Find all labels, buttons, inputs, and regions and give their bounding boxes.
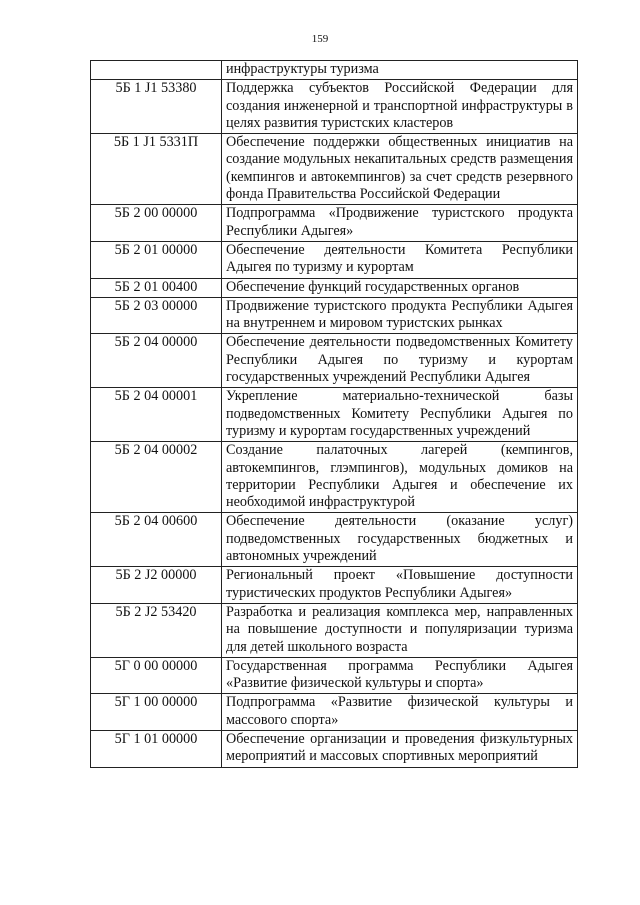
table-row xyxy=(91,134,578,205)
table-row xyxy=(91,567,578,604)
code-cell: 5Б 2 04 00000 xyxy=(91,334,222,388)
code-cell xyxy=(91,61,222,80)
table-row xyxy=(91,730,578,767)
description-cell: Обеспечение деятельности Комитета Республики Адыгея по туризму и курортам xyxy=(222,241,578,278)
table-row xyxy=(91,80,578,134)
table-row xyxy=(91,205,578,242)
code-cell: 5Г 1 01 00000 xyxy=(91,730,222,767)
code-cell: 5Б 2 04 00002 xyxy=(91,442,222,513)
code-cell: 5Б 2 01 00400 xyxy=(91,278,222,297)
description-cell: Разработка и реализация комплекса мер, направленных на повышение доступности и популяризации туризма для детей школьного возраста xyxy=(222,603,578,657)
table-row xyxy=(91,334,578,388)
description-cell: Укрепление материально-технической базы подведомственных Комитету Республики Адыгея по туризму и курортам государственных учреждений xyxy=(222,388,578,442)
code-cell: 5Б 2 00 00000 xyxy=(91,205,222,242)
description-cell: Обеспечение организации и проведения физкультурных мероприятий и массовых спортивных мероприятий xyxy=(222,730,578,767)
table-row xyxy=(91,61,578,80)
description-cell: Продвижение туристского продукта Республики Адыгея на внутреннем и мировом туристских рынках xyxy=(222,297,578,334)
table-row xyxy=(91,513,578,567)
table-row xyxy=(91,694,578,731)
code-cell: 5Б 2 J2 00000 xyxy=(91,567,222,604)
table-row xyxy=(91,241,578,278)
table-row xyxy=(91,297,578,334)
code-cell: 5Б 1 J1 53380 xyxy=(91,80,222,134)
description-cell: Обеспечение деятельности (оказание услуг) подведомственных государственных бюджетных и автономных учреждений xyxy=(222,513,578,567)
description-cell: Обеспечение функций государственных органов xyxy=(222,278,578,297)
description-cell: Региональный проект «Повышение доступности туристических продуктов Республики Адыгея» xyxy=(222,567,578,604)
table-row xyxy=(91,278,578,297)
code-cell: 5Б 2 01 00000 xyxy=(91,241,222,278)
budget-classification-table xyxy=(90,60,578,768)
table-row xyxy=(91,442,578,513)
description-cell: инфраструктуры туризма xyxy=(222,61,578,80)
code-cell: 5Г 0 00 00000 xyxy=(91,657,222,694)
table-row xyxy=(91,388,578,442)
description-cell: Государственная программа Республики Адыгея «Развитие физической культуры и спорта» xyxy=(222,657,578,694)
description-cell: Поддержка субъектов Российской Федерации для создания инженерной и транспортной инфраструктуры в целях развития туристских кластеров xyxy=(222,80,578,134)
description-cell: Подпрограмма «Продвижение туристского продукта Республики Адыгея» xyxy=(222,205,578,242)
code-cell: 5Б 2 03 00000 xyxy=(91,297,222,334)
description-cell: Подпрограмма «Развитие физической культуры и массового спорта» xyxy=(222,694,578,731)
code-cell: 5Б 2 04 00600 xyxy=(91,513,222,567)
code-cell: 5Б 1 J1 5331П xyxy=(91,134,222,205)
table-row xyxy=(91,657,578,694)
table-row xyxy=(91,603,578,657)
code-cell: 5Б 2 04 00001 xyxy=(91,388,222,442)
description-cell: Создание палаточных лагерей (кемпингов, автокемпингов, глэмпингов), модульных домиков на территории Республики Адыгея и обеспечение их необходимой инфраструктурой xyxy=(222,442,578,513)
description-cell: Обеспечение поддержки общественных инициатив на создание модульных некапитальных средств размещения (кемпингов и автокемпингов) за счет средств резервного фонда Правительства Российской Федерации xyxy=(222,134,578,205)
code-cell: 5Б 2 J2 53420 xyxy=(91,603,222,657)
page-number: 159 xyxy=(311,33,329,45)
description-cell: Обеспечение деятельности подведомственных Комитету Республики Адыгея по туризму и курортам государственных учреждений Республики Адыгея xyxy=(222,334,578,388)
code-cell: 5Г 1 00 00000 xyxy=(91,694,222,731)
